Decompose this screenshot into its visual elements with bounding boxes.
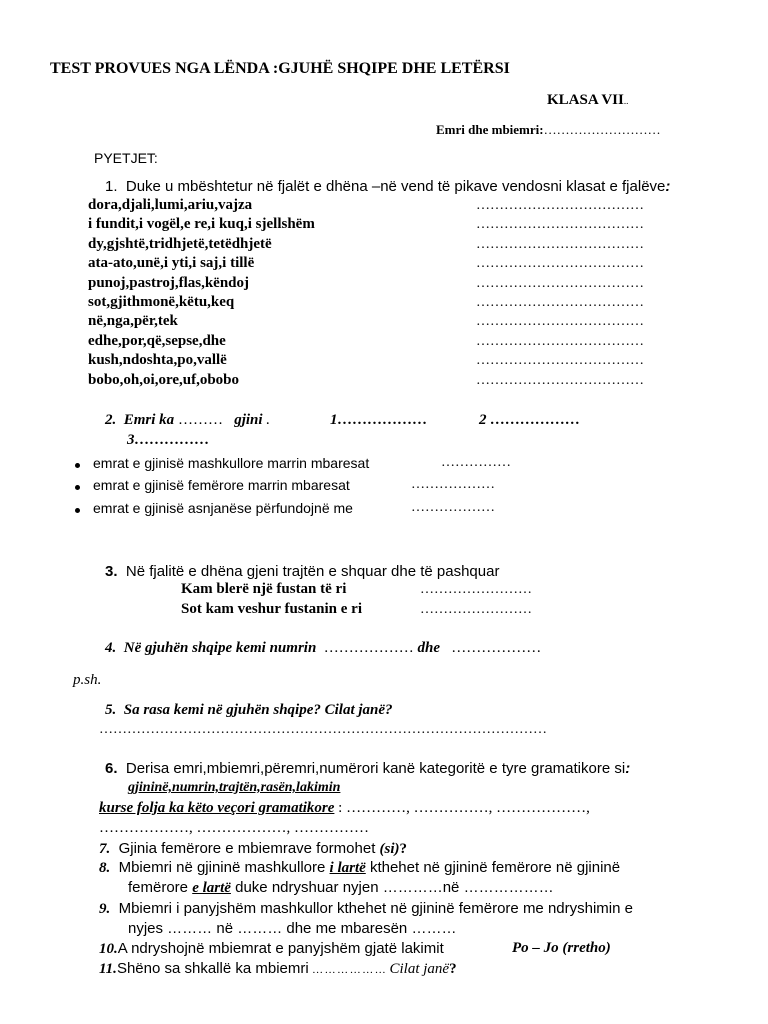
q8-text-d[interactable]: duke ndryshuar nyjen …………në ……………… — [235, 879, 554, 896]
q2-bullet-blank[interactable]: ……………… — [411, 500, 495, 515]
q6-verb-blanks[interactable]: : …………, ……………, ………………, — [334, 800, 590, 816]
q4-example-label: p.sh. — [73, 672, 102, 688]
q11-text: Shëno sa shkallë ka mbiemri — [116, 960, 309, 977]
q11-text-b: Cilat janë — [389, 961, 450, 977]
q8-prompt-line1 — [99, 859, 620, 877]
q8-text-a: Mbiemri në gjininë mashkullore — [118, 859, 326, 876]
class-label-text: KLASA VII — [547, 92, 624, 108]
q9-text-a: Mbiemri i panyjshëm mashkullor kthehet në gjininë femërore me ndryshimin e — [118, 900, 633, 917]
q4-blank-2[interactable]: ……………… — [451, 640, 542, 656]
q2-bullet-text: emrat e gjinisë asnjanëse përfundojnë me — [93, 500, 353, 516]
q1-text: Duke u mbështetur në fjalët e dhëna –në vend të pikave vendosni klasat e fjalëve — [125, 178, 666, 195]
q6-prompt — [105, 760, 630, 777]
q1-answer-blank[interactable]: ……………………………… — [476, 353, 644, 369]
q2-bullet-text: emrat e gjinisë mashkullore marrin mbaresat — [93, 455, 370, 471]
q10-answer-choice[interactable]: Po – Jo (rretho) — [512, 940, 611, 956]
q11-blank[interactable]: … … … … … … — [312, 964, 386, 976]
q7-text: Gjinia femërore e mbiemrave formohet — [118, 840, 376, 857]
q2-text-b: gjini — [234, 412, 263, 428]
q9-number: 9. — [99, 901, 111, 917]
test-title: TEST PROVUES NGA LËNDA :GJUHË SHQIPE DHE LETËRSI — [50, 60, 510, 77]
q5-text: Sa rasa kemi në gjuhën shqipe? Cilat janë? — [123, 702, 393, 718]
q2-number: 2. — [105, 412, 117, 428]
q7-number: 7. — [99, 841, 111, 857]
q2-bullet-text: emrat e gjinisë femërore marrin mbaresat — [93, 477, 350, 493]
q1-answer-blank[interactable]: ……………………………… — [476, 256, 644, 272]
q1-answer-blank[interactable]: ……………………………… — [476, 236, 644, 252]
q3-sentence-1: Kam blerë një fustan të ri — [181, 581, 347, 597]
q8-text-c: femërore — [128, 879, 189, 896]
q2-blank-a[interactable]: ……… — [177, 412, 223, 428]
q11-number: 11. — [99, 961, 117, 977]
q10-text: A ndryshojnë mbiemrat e panyjshëm gjatë lakimit — [117, 940, 444, 957]
q3-prompt — [105, 563, 499, 580]
q2-text-a: Emri ka — [123, 412, 175, 428]
name-label: Emri dhe mbiemri: — [436, 122, 544, 137]
q2-bullet-blank[interactable]: …………… — [441, 455, 511, 470]
q1-answer-blank[interactable]: ……………………………… — [476, 372, 644, 388]
q2-option-3[interactable]: 3…………… — [127, 432, 210, 448]
q11-qmark: ? — [449, 961, 457, 977]
q1-answer-blank[interactable]: ……………………………… — [476, 275, 644, 291]
q4-number: 4. — [105, 640, 117, 656]
q3-number: 3. — [105, 563, 118, 580]
q5-answer-blank[interactable]: …………………………………………………………………………………… — [99, 722, 547, 737]
q2-bullet-blank[interactable]: ……………… — [411, 477, 495, 492]
q7-qmark: ? — [399, 841, 408, 857]
q8-prompt-line2 — [128, 879, 554, 897]
q1-answer-blank[interactable]: ……………………………… — [476, 198, 644, 213]
class-label — [547, 92, 628, 109]
q6-categories: gjininë,numrin,trajtën,rasën,lakimin — [128, 780, 341, 795]
q1-answer-blank[interactable]: ……………………………… — [476, 217, 644, 233]
q5-prompt — [105, 702, 393, 719]
q4-mid: dhe — [417, 640, 441, 656]
q3-blank-1[interactable]: …………………… — [420, 582, 532, 597]
student-name-field[interactable] — [436, 122, 661, 138]
bullet-dot — [75, 508, 80, 513]
q6-number: 6. — [105, 760, 118, 777]
q1-word-row: kush,ndoshta,po,vallë — [88, 352, 227, 369]
q1-answer-blank[interactable]: ……………………………… — [476, 295, 644, 310]
q1-word-row: sot,gjithmonë,këtu,keq — [88, 294, 235, 310]
q1-word-row: dy,gjshtë,tridhjetë,tetëdhjetë — [88, 235, 272, 252]
q7-paren: (si) — [379, 841, 400, 857]
q8-word-fem: e lartë — [192, 880, 231, 896]
q1-answer-blank[interactable]: ……………………………… — [476, 333, 644, 349]
q7-prompt — [99, 840, 407, 858]
bullet-dot — [75, 463, 80, 468]
q2-dot: . — [266, 412, 271, 428]
q1-word-row: bobo,oh,oi,ore,uf,obobo — [88, 371, 240, 388]
q6-text: Derisa emri,mbiemri,përemri,numërori kanë kategoritë e tyre gramatikore si — [125, 760, 626, 777]
q9-prompt-line2[interactable]: nyjes ……… në ……… dhe me mbaresën ……… — [128, 920, 457, 937]
q1-word-row: edhe,por,që,sepse,dhe — [88, 332, 226, 349]
q1-prompt — [105, 178, 670, 195]
q3-sentence-2: Sot kam veshur fustanin e ri — [181, 601, 362, 617]
q5-number: 5. — [105, 702, 117, 718]
q6-verb-line — [99, 800, 590, 817]
q11-prompt — [99, 960, 457, 978]
q1-word-row: dora,djali,lumi,ariu,vajza — [88, 197, 253, 213]
q2-prompt — [105, 412, 270, 429]
q4-text: Në gjuhën shqipe kemi numrin — [123, 640, 317, 656]
q1-answer-blank[interactable]: ……………………………… — [476, 314, 644, 330]
q1-colon: : — [665, 178, 671, 195]
q8-word-masc: i lartë — [329, 860, 366, 876]
q6-verb-blanks-2[interactable]: ………………, ………………, …………… — [99, 820, 369, 836]
q4-prompt — [105, 640, 541, 657]
q6-colon: : — [625, 760, 631, 777]
q8-number: 8. — [99, 860, 111, 876]
q10-prompt — [99, 940, 444, 958]
q1-word-row: i fundit,i vogël,e re,i kuq,i sjellshëm — [88, 216, 315, 233]
questions-heading: PYETJET: — [94, 150, 158, 166]
q9-prompt-line1 — [99, 900, 633, 918]
q3-text: Në fjalitë e dhëna gjeni trajtën e shquar dhe të pashquar — [125, 563, 500, 580]
q1-word-row: ata-ato,unë,i yti,i saj,i tillë — [88, 255, 255, 272]
bullet-dot — [75, 485, 80, 490]
q2-option-1[interactable]: 1……………… — [330, 412, 428, 428]
q3-blank-2[interactable]: …………………… — [420, 602, 532, 617]
q1-number: 1. — [105, 178, 118, 195]
q2-option-2[interactable]: 2 ……………… — [479, 412, 581, 428]
name-dots: ……………………… — [543, 122, 661, 137]
q6-verb-text: kurse folja ka këto veçori gramatikore — [99, 800, 335, 816]
q1-word-row: në,nga,për,tek — [88, 313, 178, 330]
q1-word-row: punoj,pastroj,flas,këndoj — [88, 274, 250, 291]
q4-blank-1[interactable]: ……………… — [323, 640, 414, 656]
q10-number: 10. — [99, 941, 118, 957]
q8-text-b: kthehet në gjininë femërore në gjininë — [369, 859, 621, 876]
class-suffix: .. — [623, 96, 629, 106]
